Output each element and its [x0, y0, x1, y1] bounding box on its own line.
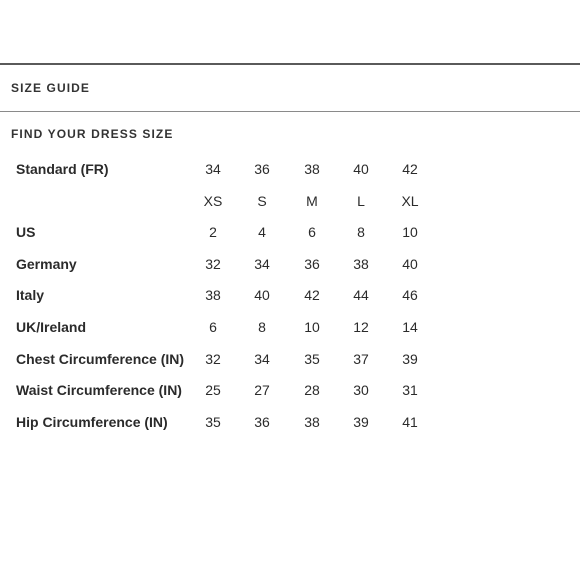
- table-row-chest: [0, 344, 580, 376]
- row-label: Italy: [16, 287, 45, 304]
- table-cell: 32: [205, 255, 221, 272]
- table-cell: 6: [209, 318, 217, 335]
- table-cell: 10: [402, 224, 418, 241]
- row-label: UK/Ireland: [16, 318, 87, 335]
- table-cell: 35: [205, 413, 221, 430]
- table-cell: 41: [402, 413, 418, 430]
- table-cell: 4: [258, 224, 266, 241]
- table-cell: S: [257, 192, 267, 209]
- table-row-us: [0, 217, 580, 249]
- row-label: Standard (FR): [16, 161, 109, 177]
- table-cell: 10: [304, 318, 320, 335]
- table-cell: 42: [402, 161, 418, 177]
- header-divider: [0, 111, 580, 112]
- table-cell: 36: [254, 413, 270, 430]
- size-table: [0, 154, 580, 438]
- table-cell: 46: [402, 287, 418, 304]
- table-cell: 40: [353, 161, 369, 177]
- table-cell: 27: [254, 382, 270, 399]
- table-cell: 38: [353, 255, 369, 272]
- table-cell: M: [306, 192, 318, 209]
- section-title: FIND YOUR DRESS SIZE: [11, 127, 174, 141]
- table-cell: 38: [304, 161, 320, 177]
- table-cell: 36: [304, 255, 320, 272]
- table-cell: 42: [304, 287, 320, 304]
- table-cell: 35: [304, 350, 320, 367]
- table-cell: 32: [205, 350, 221, 367]
- table-cell: 40: [254, 287, 270, 304]
- table-row-germany: [0, 249, 580, 281]
- table-row-waist: [0, 375, 580, 407]
- table-row-standard-fr: [0, 154, 580, 186]
- table-cell: 34: [205, 161, 221, 177]
- table-cell: 39: [402, 350, 418, 367]
- table-cell: 34: [254, 350, 270, 367]
- table-cell: 34: [254, 255, 270, 272]
- table-cell: 25: [205, 382, 221, 399]
- table-row-letter-size: [0, 186, 580, 218]
- table-cell: 44: [353, 287, 369, 304]
- table-cell: L: [357, 192, 365, 209]
- table-cell: 14: [402, 318, 418, 335]
- row-label: US: [16, 224, 36, 241]
- page-title: SIZE GUIDE: [11, 81, 91, 95]
- table-cell: 28: [304, 382, 320, 399]
- row-label: Germany: [16, 255, 77, 272]
- top-divider: [0, 63, 580, 65]
- table-row-hip: [0, 407, 580, 439]
- table-cell: 12: [353, 318, 369, 335]
- table-cell: 38: [304, 413, 320, 430]
- table-cell: 40: [402, 255, 418, 272]
- table-row-uk-ireland: [0, 312, 580, 344]
- row-label: Waist Circumference (IN): [16, 382, 182, 399]
- table-cell: 30: [353, 382, 369, 399]
- table-cell: 39: [353, 413, 369, 430]
- table-cell: XS: [203, 192, 223, 209]
- table-cell: 38: [205, 287, 221, 304]
- table-cell: 37: [353, 350, 369, 367]
- table-row-italy: [0, 280, 580, 312]
- table-cell: 8: [357, 224, 365, 241]
- table-cell: 31: [402, 382, 418, 399]
- table-cell: 36: [254, 161, 270, 177]
- table-cell: 6: [308, 224, 316, 241]
- row-label: Hip Circumference (IN): [16, 413, 168, 430]
- table-cell: 2: [209, 224, 217, 241]
- table-cell: 8: [258, 318, 266, 335]
- row-label: Chest Circumference (IN): [16, 350, 185, 367]
- table-cell: XL: [401, 192, 419, 209]
